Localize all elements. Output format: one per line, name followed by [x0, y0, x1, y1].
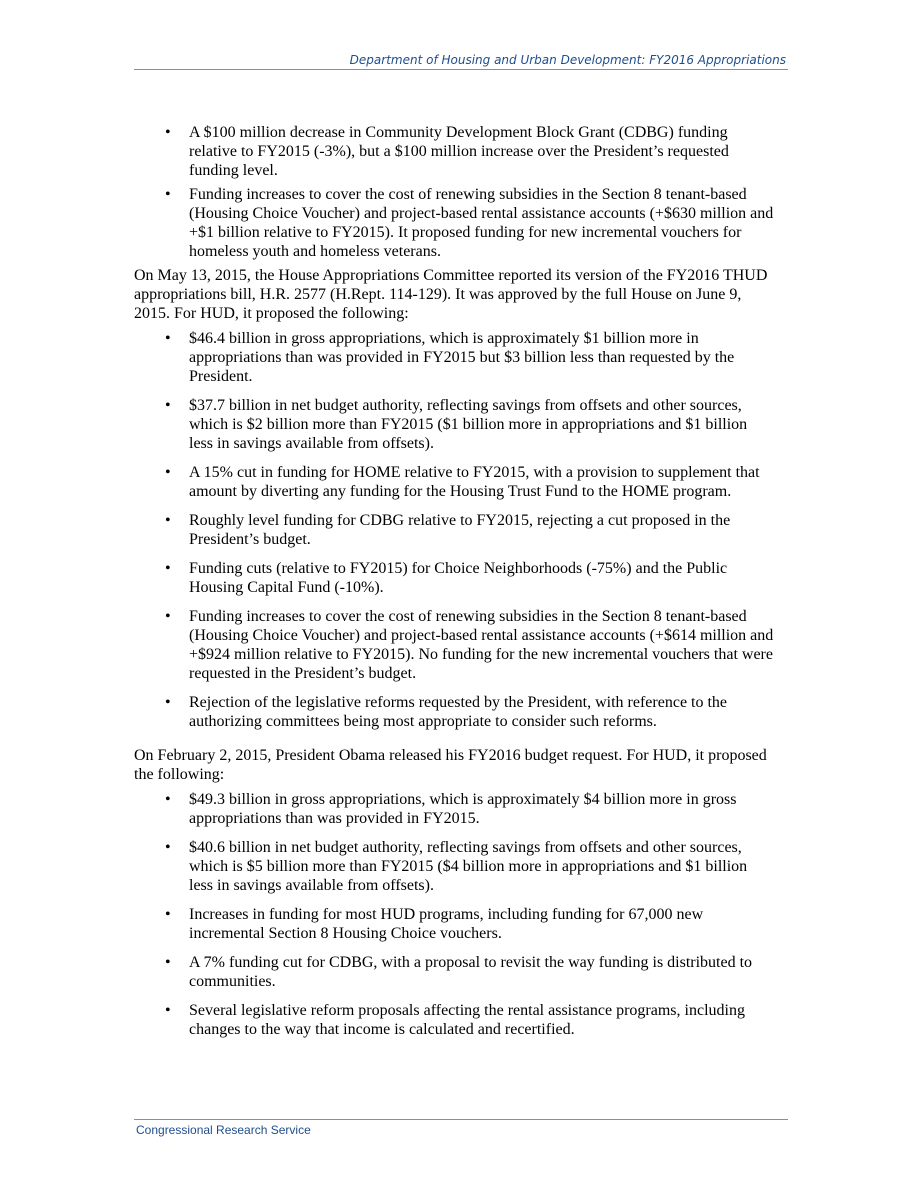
paragraph-president-request: On February 2, 2015, President Obama released his FY2016 budget request. For HUD, it proposed the following:: [134, 747, 767, 783]
list-item: • Funding increases to cover the cost of renewing subsidies in the Section 8 tenant-based (Housing Choice Voucher) and project-based rental assistance accounts (+$614 million and +$924 million relative to FY2015). No funding for the new incremental vouchers that were requested in the President’s budget.: [134, 607, 774, 683]
bullet-list-senate-summary: [134, 123, 774, 261]
list-item: • Roughly level funding for CDBG relative to FY2015, rejecting a cut proposed in the President’s budget.: [134, 511, 774, 549]
footer-rule: [134, 1119, 788, 1120]
list-item: • Funding increases to cover the cost of renewing subsidies in the Section 8 tenant-based (Housing Choice Voucher) and project-based rental assistance accounts (+$630 million and +$1 billion relative to FY2015). It proposed funding for new incremental vouchers for homeless youth and homeless veterans.: [134, 185, 774, 261]
footer-source: Congressional Research Service: [136, 1123, 311, 1137]
list-item: • A 7% funding cut for CDBG, with a proposal to revisit the way funding is distributed to communities.: [134, 953, 774, 991]
list-item: • $46.4 billion in gross appropriations, which is approximately $1 billion more in appropriations than was provided in FY2015 but $3 billion less than requested by the President.: [134, 329, 774, 386]
running-header-title: Department of Housing and Urban Development: FY2016 Appropriations: [349, 53, 786, 67]
list-item: • Increases in funding for most HUD programs, including funding for 67,000 new incremental Section 8 Housing Choice vouchers.: [134, 905, 774, 943]
list-item: • Funding cuts (relative to FY2015) for Choice Neighborhoods (-75%) and the Public Housing Capital Fund (-10%).: [134, 559, 774, 597]
list-item: • A 15% cut in funding for HOME relative to FY2015, with a provision to supplement that amount by diverting any funding for the Housing Trust Fund to the HOME program.: [134, 463, 774, 501]
list-item: • $37.7 billion in net budget authority, reflecting savings from offsets and other sources, which is $2 billion more than FY2015 ($1 billion more in appropriations and $1 billion less in savings available from offsets).: [134, 396, 774, 453]
list-item: • $40.6 billion in net budget authority, reflecting savings from offsets and other sources, which is $5 billion more than FY2015 ($4 billion more in appropriations and $1 billion less in savings available from offsets).: [134, 838, 774, 895]
body-content: [134, 123, 774, 1039]
list-item: • Several legislative reform proposals affecting the rental assistance programs, including changes to the way that income is calculated and recertified.: [134, 1001, 774, 1039]
bullet-list-president-proposal: [134, 790, 774, 1039]
paragraph-house-committee: On May 13, 2015, the House Appropriations Committee reported its version of the FY2016 THUD appropriations bill, H.R. 2577 (H.Rept. 114-129). It was approved by the full House on June 9, 2015. For HUD, it proposed the following:: [134, 267, 768, 322]
header-rule: [134, 69, 788, 70]
bullet-list-house-proposal: [134, 329, 774, 731]
list-item: • $49.3 billion in gross appropriations, which is approximately $4 billion more in gross appropriations than was provided in FY2015.: [134, 790, 774, 828]
list-item: • Rejection of the legislative reforms requested by the President, with reference to the authorizing committees being most appropriate to consider such reforms.: [134, 693, 774, 731]
list-item: • A $100 million decrease in Community Development Block Grant (CDBG) funding relative to FY2015 (-3%), but a $100 million increase over the President’s requested funding level.: [134, 123, 774, 180]
